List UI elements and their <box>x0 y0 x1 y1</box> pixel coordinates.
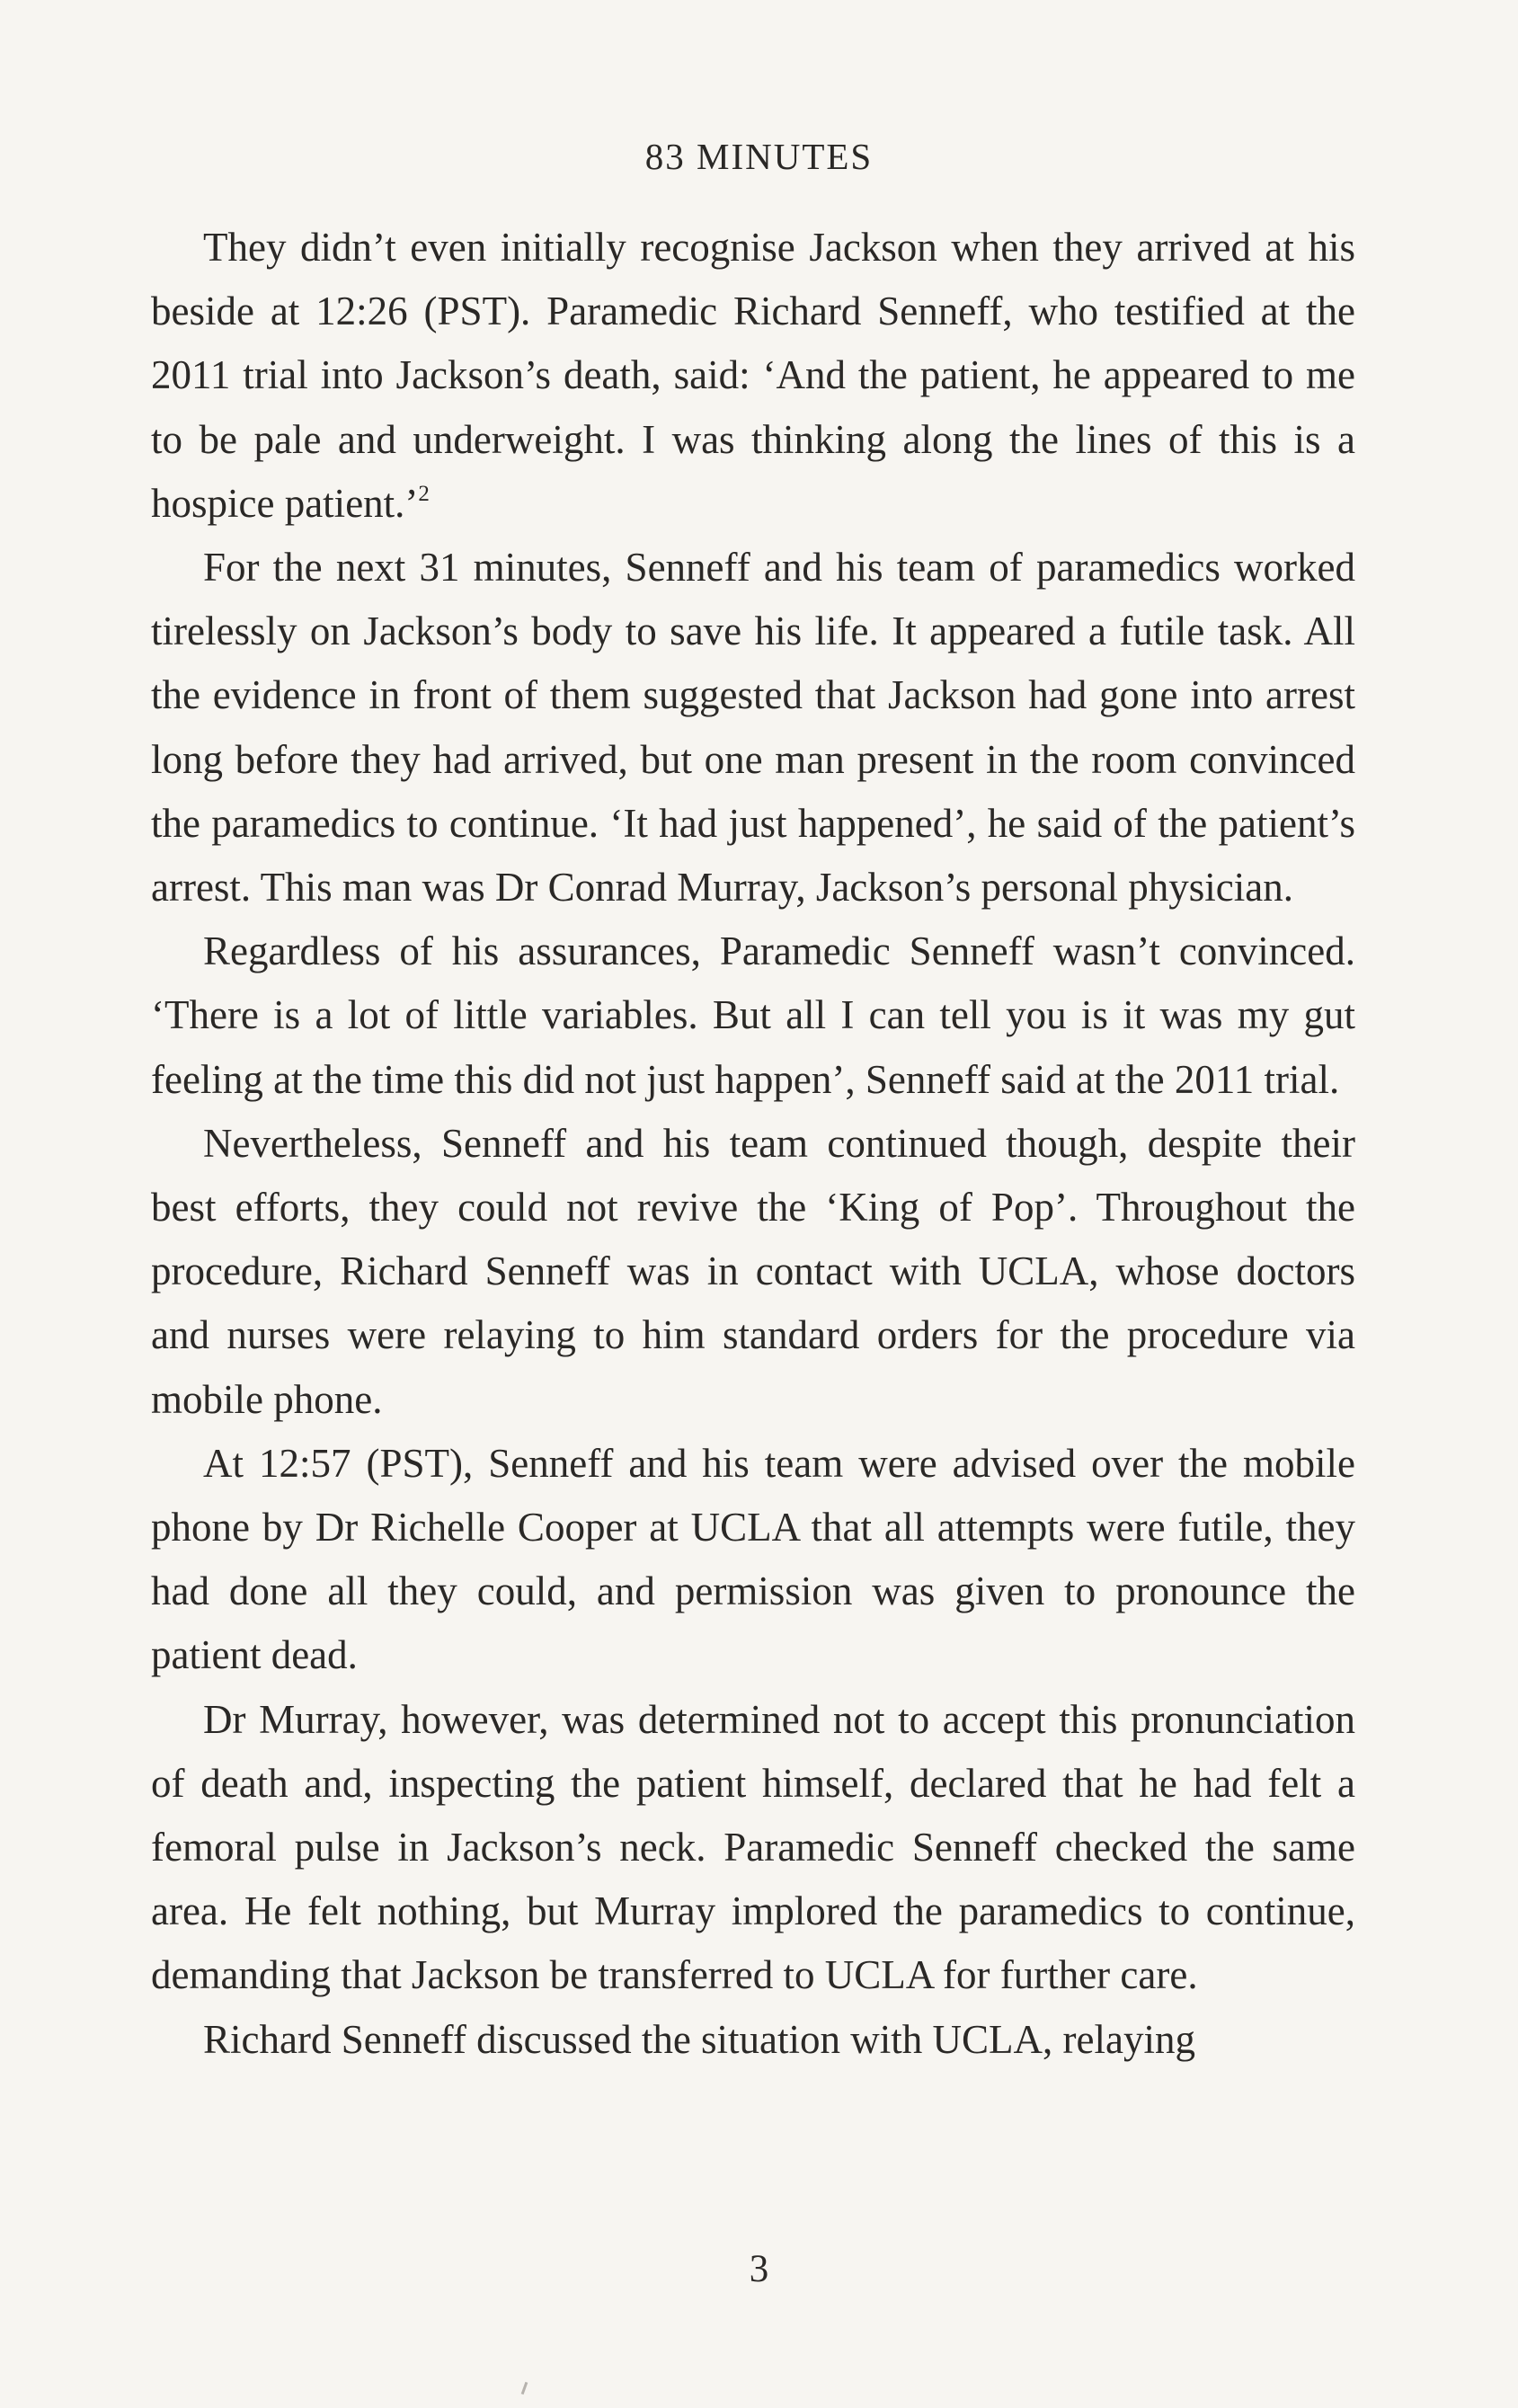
paragraph <box>151 1688 1355 2008</box>
paragraph-text: Regardless of his assurances, Paramedic Senneff wasn’t convinced. ‘There is a lot of little variables. But all I can tell you is it was my gut feeling at the time this did not just happen’, Senneff said at the 2011 trial. <box>151 929 1355 1102</box>
paragraph-text: For the next 31 minutes, Senneff and his team of paramedics worked tirelessly on Jackson’s body to save his life. It appeared a futile task. All the evidence in front of them suggested that Jackson had gone into arrest long before they had arrived, but one man present in the room convinced the paramedics to continue. ‘It had just happened’, he said of the patient’s arrest. This man was Dr Conrad Murray, Jackson’s personal physician. <box>151 545 1355 911</box>
paragraph-text: Nevertheless, Senneff and his team continued though, despite their best efforts, they could not revive the ‘King of Pop’. Throughout the procedure, Richard Senneff was in contact with UCLA, whose doctors and nurses were relaying to him standard orders for the procedure via mobile phone. <box>151 1120 1355 1422</box>
page-number: 3 <box>749 2248 769 2290</box>
paragraph <box>151 2008 1355 2072</box>
paragraph <box>151 536 1355 920</box>
paragraph-text: At 12:57 (PST), Senneff and his team were advised over the mobile phone by Dr Richelle Cooper at UCLA that all attempts were futile, they had done all they could, and permission was given to pronounce the patient dead. <box>151 1440 1355 1678</box>
body-text <box>151 216 1355 2072</box>
paper-speck <box>521 2382 528 2395</box>
paragraph <box>151 920 1355 1112</box>
paragraph-text: Richard Senneff discussed the situation with UCLA, relaying <box>203 2016 1195 2062</box>
paragraph-text: Dr Murray, however, was determined not to accept this pronunciation of death and, inspecting the patient himself, declared that he had felt a femoral pulse in Jackson’s neck. Paramedic Senneff checked the same area. He felt nothing, but Murray implored the paramedics to continue, demanding that Jackson be transferred to UCLA for further care. <box>151 1696 1355 1998</box>
running-head-title: 83 MINUTES <box>644 136 874 177</box>
paragraph <box>151 1432 1355 1688</box>
paragraph-text: They didn’t even initially recognise Jackson when they arrived at his beside at 12:26 (PST). Paramedic Richard Senneff, who testified at the 2011 trial into Jackson’s death, said: ‘And the patient, he appeared to me to be pale and underweight. I was thinking along the lines of this is a hospice patient.’ <box>151 225 1355 526</box>
paragraph <box>151 1112 1355 1432</box>
footnote-reference: 2 <box>418 481 430 506</box>
paragraph <box>151 216 1355 536</box>
